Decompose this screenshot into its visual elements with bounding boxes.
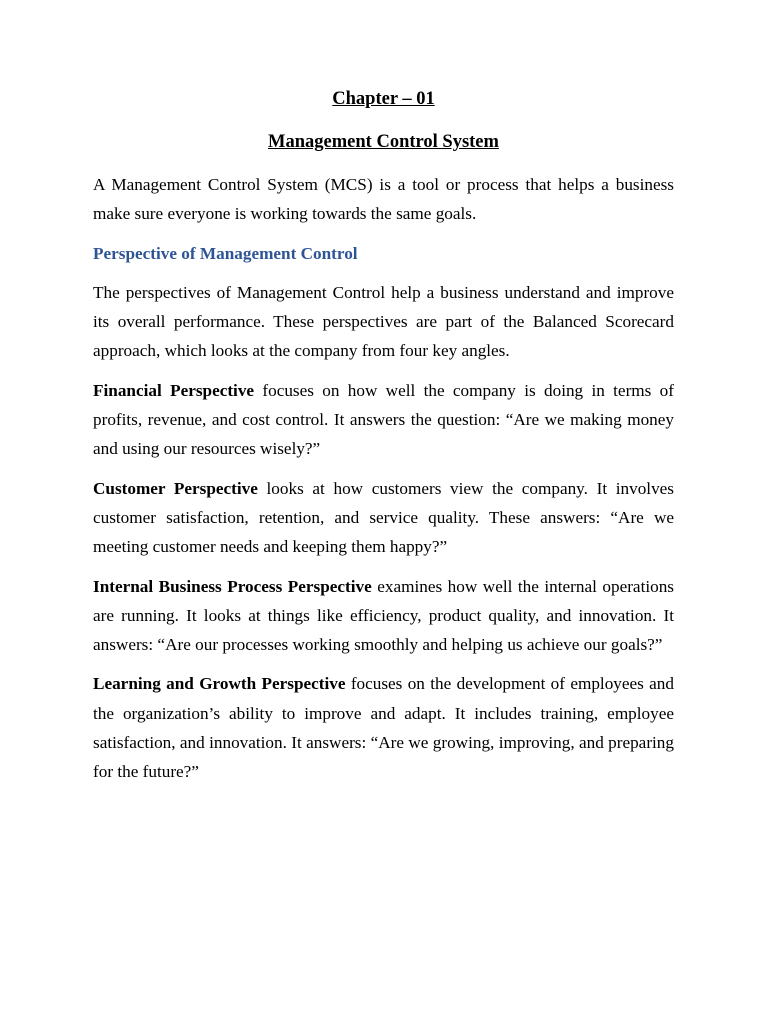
customer-perspective-term: Customer Perspective <box>93 478 258 498</box>
customer-perspective-paragraph <box>93 474 674 562</box>
intro-paragraph: A Management Control System (MCS) is a tool or process that helps a business make sure everyone is working towards the same goals. <box>93 175 674 224</box>
chapter-label: Chapter – 01 <box>332 89 435 109</box>
learning-growth-perspective-paragraph <box>93 669 674 786</box>
financial-perspective-term: Financial Perspective <box>93 380 255 400</box>
document-page <box>93 86 674 787</box>
learning-growth-perspective-term: Learning and Growth Perspective <box>93 674 346 694</box>
section-heading: Perspective of Management Control <box>93 243 358 263</box>
financial-perspective-text: focuses on how well the company is doing in terms of profits, revenue, and cost control. It answers the question: “Are we making money and using our resources wisely?” <box>93 380 674 459</box>
page-title: Management Control System <box>268 132 499 152</box>
internal-process-perspective-paragraph <box>93 572 674 660</box>
learning-growth-perspective-text: focuses on the development of employees and the organization’s ability to improve and adapt. It includes training, employee satisfaction, and innovation. It answers: “Are we growing, improving, and preparing for the future?” <box>93 674 674 782</box>
internal-process-perspective-text: examines how well the internal operations are running. It looks at things like efficiency, product quality, and innovation. It answers: “Are our processes working smoothly and helping us achieve our goals?” <box>93 576 674 655</box>
overview-paragraph: The perspectives of Management Control help a business understand and improve its overall performance. These perspectives are part of the Balanced Scorecard approach, which looks at the company from four key angles. <box>93 282 674 361</box>
internal-process-perspective-term: Internal Business Process Perspective <box>93 576 372 596</box>
financial-perspective-paragraph <box>93 376 674 464</box>
customer-perspective-text: looks at how customers view the company. It involves customer satisfaction, retention, and service quality. These answers: “Are we meeting customer needs and keeping them happy?” <box>93 478 674 557</box>
